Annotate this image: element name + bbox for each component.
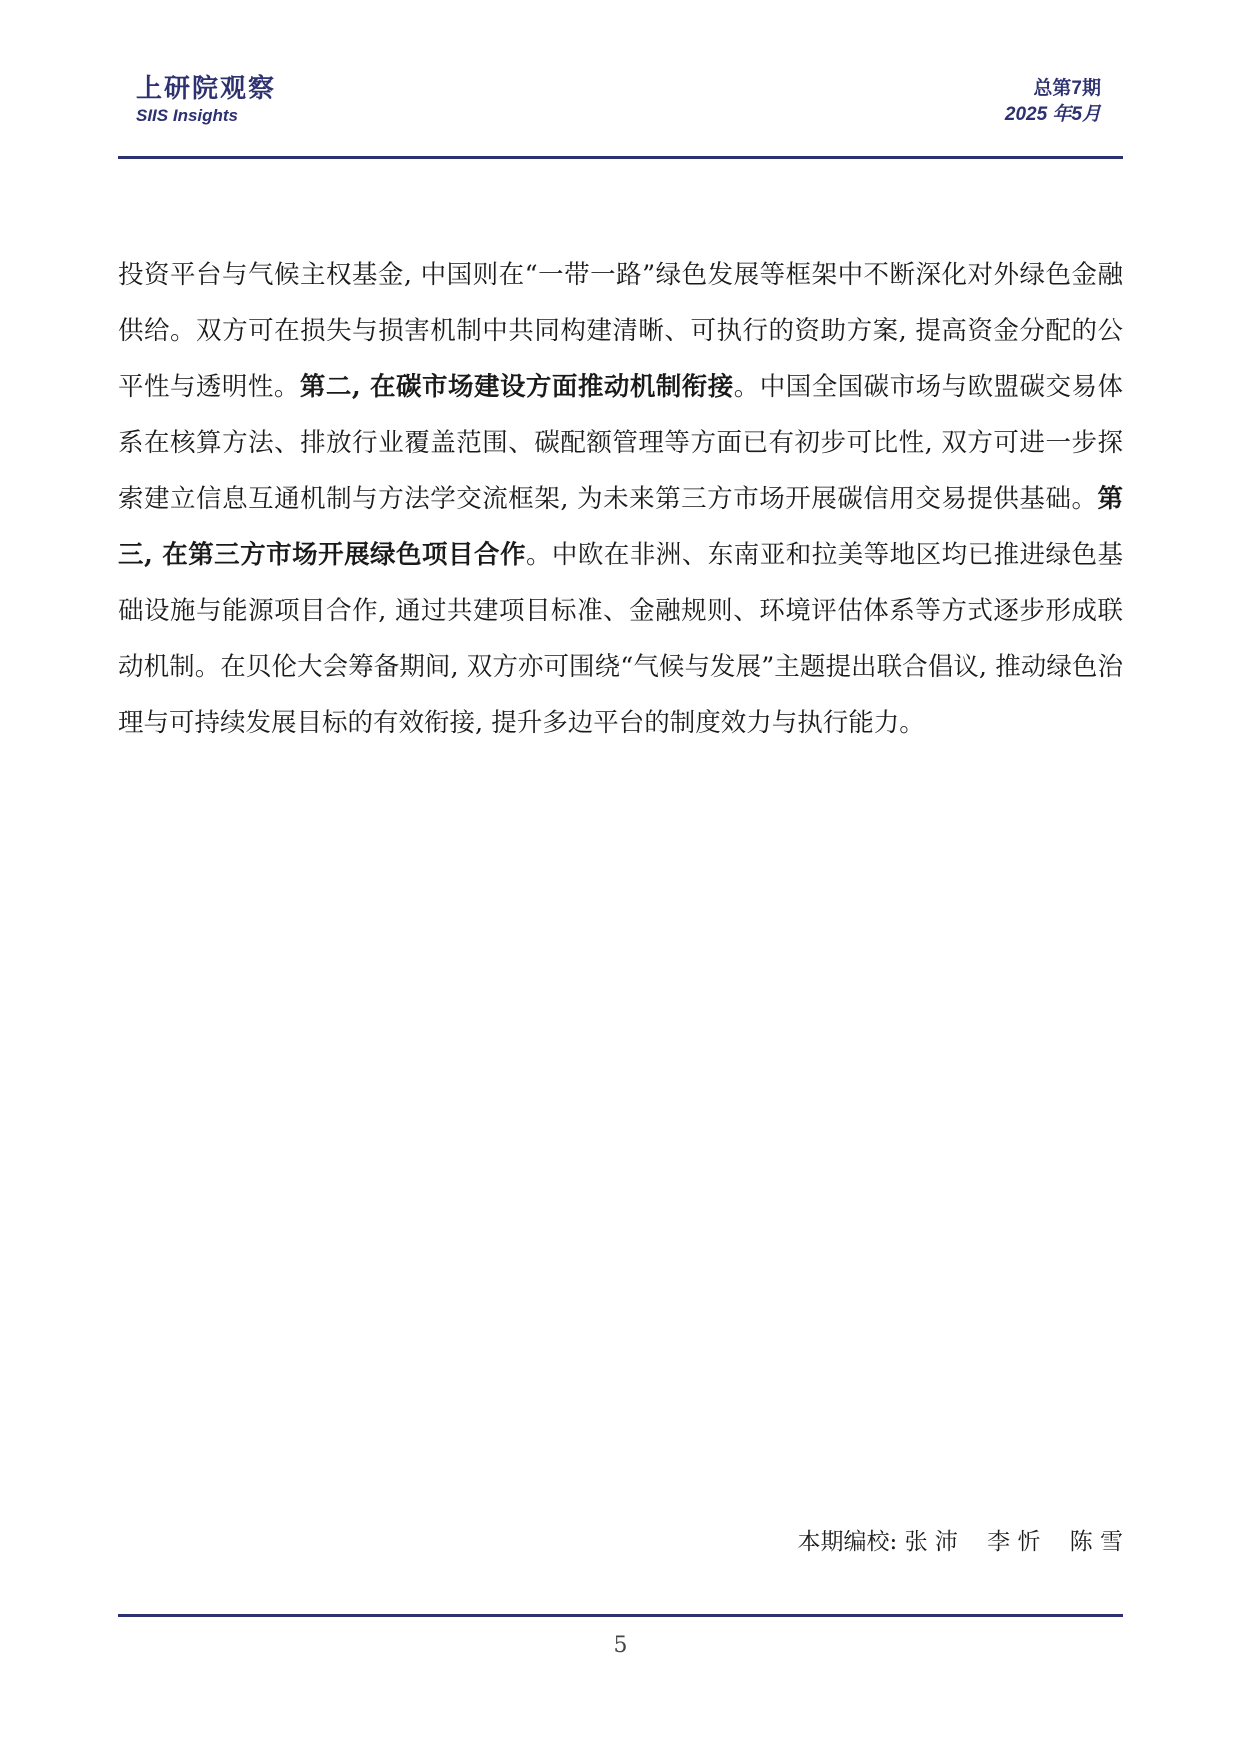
publication-title-en: SIIS Insights <box>136 106 239 125</box>
issue-info <box>1005 76 1101 128</box>
publication-masthead <box>136 74 276 126</box>
publication-title-cn: 上研院观察 <box>136 74 277 104</box>
body-text-segment: 。中欧在非洲、东南亚和拉美等地区均已推进绿色基础设施与能源项目合作, 通过共建项目标准、金融规则、环境评估体系等方式逐步形成联动机制。在贝伦大会筹备期间, 双方亦可围绕“气候与发展”主题提出联合倡议, 推动绿色治理与可持续发展目标的有效衔接, 提升多边平台的制度效力与执行能力。 <box>118 540 1123 738</box>
header-divider <box>118 156 1123 159</box>
footer-divider <box>118 1614 1123 1617</box>
page-number: 5 <box>613 1633 628 1658</box>
body-text-segment: 投资平台与气候主权基金, 中国则在“一带一路”绿色发展等框架中不断深化对外绿色金融供给。双方可在损失与损害机制中共同构建清晰、可执行的资助方案, 提高资金分配的公平性与透明性。 <box>118 260 1123 402</box>
bold-heading-third: 第三, 在第三方市场开展绿色项目合作 <box>118 484 1123 570</box>
editor-credits: 本期编校: 张 沛 李 忻 陈 雪 <box>797 1529 1123 1555</box>
issue-date: 2025 年5月 <box>1004 104 1101 125</box>
body-paragraph <box>118 247 1123 751</box>
body-text-segment: 。中国全国碳市场与欧盟碳交易体系在核算方法、排放行业覆盖范围、碳配额管理等方面已有初步可比性, 双方可进一步探索建立信息互通机制与方法学交流框架, 为未来第三方市场开展碳信用交易提供基础。 <box>118 372 1123 514</box>
bold-heading-second: 第二, 在碳市场建设方面推动机制衔接 <box>299 372 734 402</box>
issue-number: 总第7期 <box>1033 78 1101 99</box>
